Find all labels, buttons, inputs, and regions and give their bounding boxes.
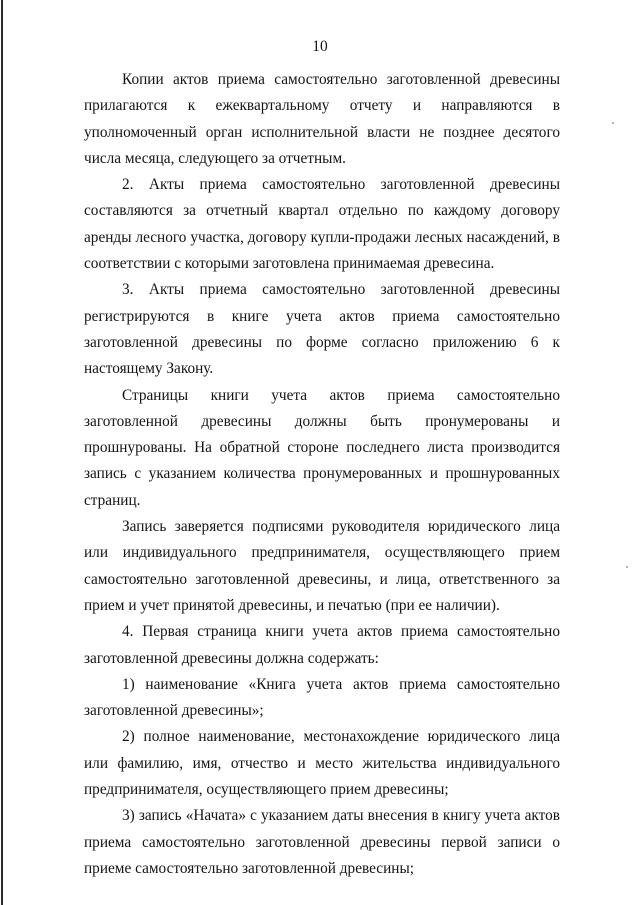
paragraph-item-3: 3. Акты приема самостоятельно заготовленной древесины регистрируются в книге учета актов приема самостоятельно заготовленной древесины по форме согласно приложению 6 к настоящему Закону. <box>84 281 560 378</box>
document-body <box>84 67 560 882</box>
scan-artifact-dot <box>626 566 628 568</box>
paragraph-subitem-1: 1) наименование «Книга учета актов приема самостоятельно заготовленной древесины»; <box>84 675 560 720</box>
paragraph-item-2: 2. Акты приема самостоятельно заготовленной древесины составляются за отчетный квартал отдельно по каждому договору аренды лесного участка, договору купли-продажи лесных насаждений, в соответствии с которыми заготовлена принимаемая древесина. <box>84 176 560 273</box>
scan-left-border <box>1 0 3 905</box>
paragraph-record-signatures: Запись заверяется подписями руководителя юридического лица или индивидуального предпринимателя, осуществляющего прием самостоятельно заготовленной древесины, и лица, ответственного за прием и учет принятой древесины, и печатью (при ее наличии). <box>84 518 560 614</box>
paragraph-copies-of-acts: Копии актов приема самостоятельно заготовленной древесины прилагаются к ежеквартальному отчету и направляются в уполномоченный орган исполнительной власти не позднее десятого числа месяца, следующего за отчетным. <box>84 71 560 167</box>
page-number: 10 <box>312 38 328 55</box>
paragraph-subitem-2: 2) полное наименование, местонахождение юридического лица или фамилию, имя, отчество и место жительства индивидуального предпринимателя, осуществляющего прием древесины; <box>84 728 560 799</box>
scan-artifact-dot <box>612 122 614 124</box>
paragraph-book-pages: Страницы книги учета актов приема самостоятельно заготовленной древесины должны быть пронумерованы и прошнурованы. На обратной стороне последнего листа производится запись с указанием количества пронумерованных и прошнурованных страниц. <box>84 386 560 509</box>
paragraph-subitem-3: 3) запись «Начата» с указанием даты внесения в книгу учета актов приема самостоятельно заготовленной древесины первой записи о приеме самостоятельно заготовленной древесины; <box>84 807 560 877</box>
paragraph-item-4: 4. Первая страница книги учета актов приема самостоятельно заготовленной древесины должна содержать: <box>84 623 560 667</box>
